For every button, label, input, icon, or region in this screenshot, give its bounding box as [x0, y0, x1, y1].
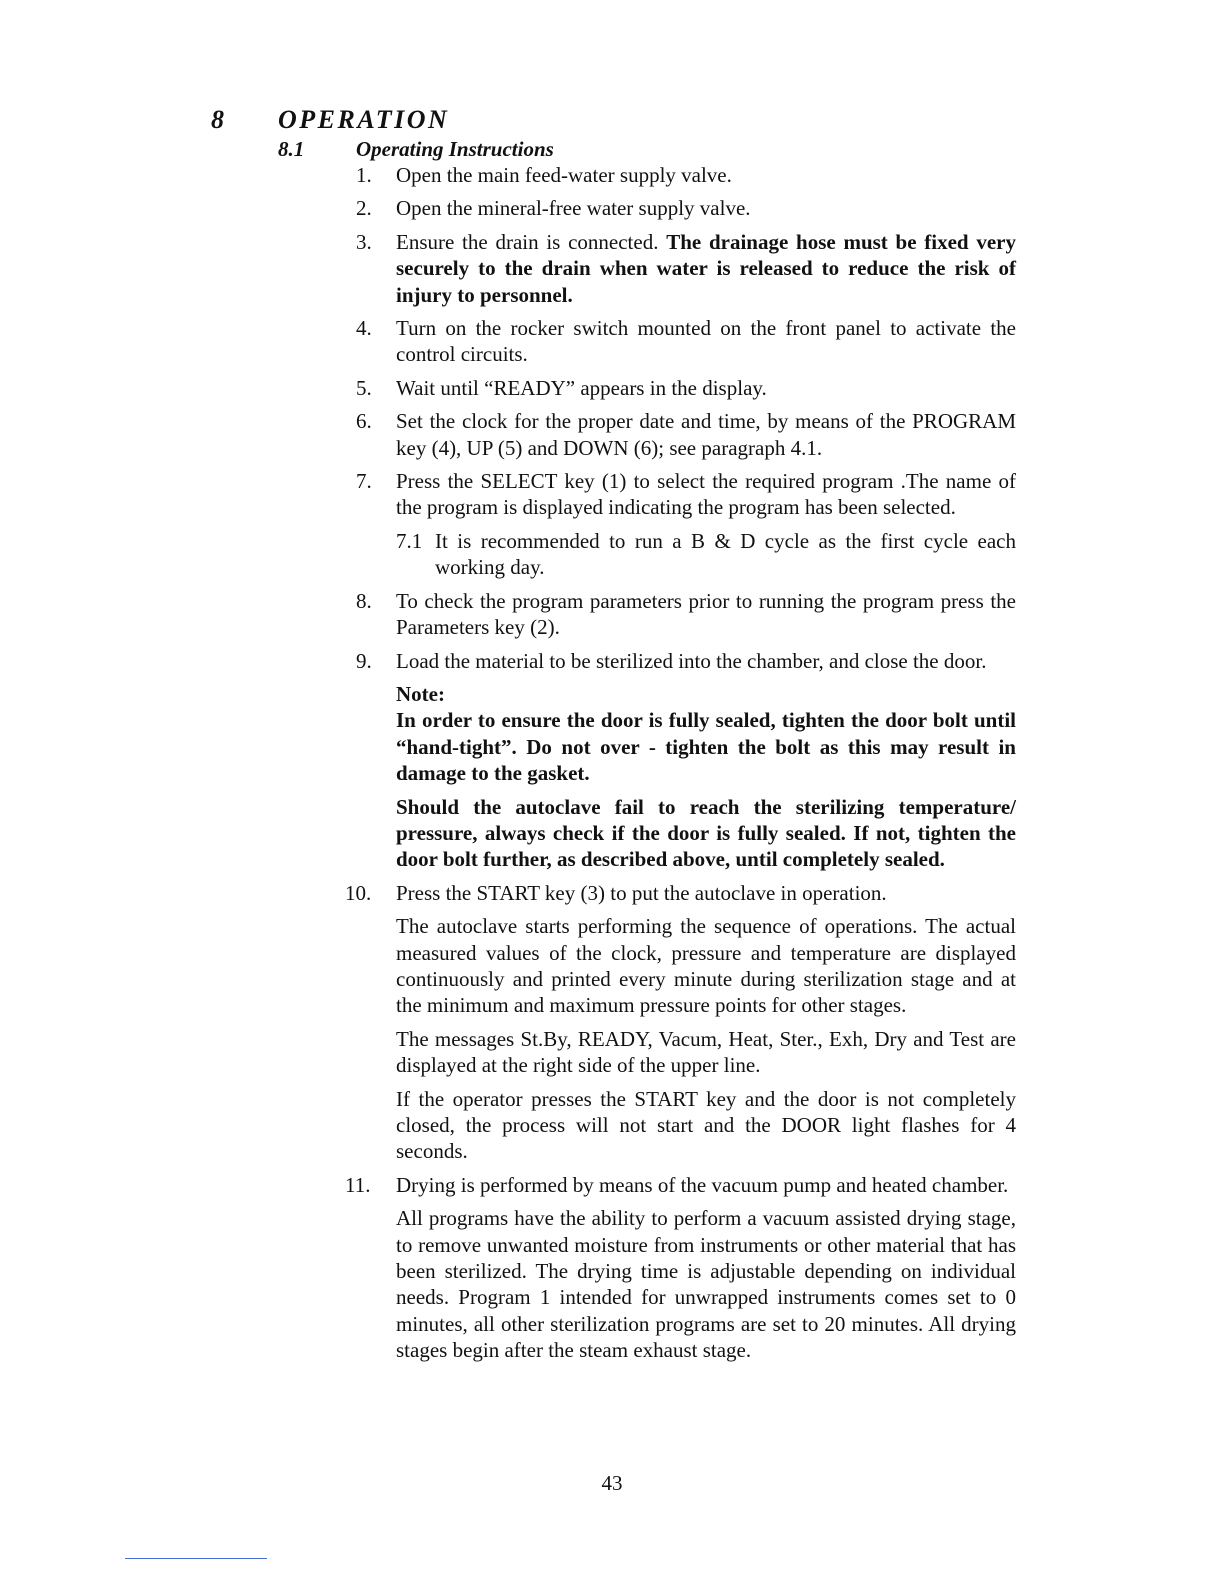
- sub-item-7-1: [396, 528, 1016, 581]
- item-number: 3.: [356, 229, 372, 254]
- item-number: 6.: [356, 409, 372, 434]
- item-paragraph: The messages St.By, READY, Vacum, Heat, Ster., Exh, Dry and Test are displayed at the right side of the upper line.: [396, 1026, 1016, 1078]
- item-number: 1.: [356, 163, 372, 187]
- item-number: 11.: [345, 1172, 371, 1197]
- item-number: 2.: [356, 196, 372, 221]
- note-text-1: In order to ensure the door is fully sealed, tighten the door bolt until “hand-tight”. Do not over - tighten the bolt as this may result in damage to the gasket.: [396, 708, 1016, 786]
- list-item-1: [356, 162, 1016, 188]
- list-item-4: [356, 315, 1016, 368]
- item-text: Press the SELECT key (1) to select the required program .The name of the program is displayed indicating the program has been selected.: [396, 469, 1016, 520]
- item-number: 10.: [345, 880, 372, 905]
- item-text: Turn on the rocker switch mounted on the front panel to activate the control circuits.: [396, 316, 1016, 367]
- item-text: Open the main feed-water supply valve.: [396, 163, 732, 187]
- item-number: 9.: [356, 648, 372, 673]
- subsection-number: 8.1: [278, 137, 305, 161]
- item-text: To check the program parameters prior to running the program press the Parameters key (2).: [396, 588, 1016, 640]
- item-text: [396, 229, 1016, 308]
- section-title: OPERATION: [278, 105, 450, 134]
- item-text-warning: The drainage hose must be fixed very securely to the drain when water is released to reduce the risk of injury to personnel.: [396, 229, 1016, 307]
- list-item-8: [356, 588, 1016, 641]
- list-item-5: [356, 375, 1016, 401]
- page-number: 43: [601, 1471, 623, 1495]
- list-item-10: [345, 880, 1016, 1165]
- item-text: Set the clock for the proper date and time, by means of the PROGRAM key (4), UP (5) and DOWN (6); see paragraph 4.1.: [396, 409, 1016, 460]
- item-text: Drying is performed by means of the vacuum pump and heated chamber.: [396, 1172, 1009, 1197]
- sub-item-text: It is recommended to run a B & D cycle as the first cycle each working day.: [435, 528, 1016, 580]
- item-number: 4.: [356, 316, 372, 341]
- item-paragraph: All programs have the ability to perform a vacuum assisted drying stage, to remove unwanted moisture from instruments or other material that has been sterilized. The drying time is adjustable depending on individual needs. Program 1 intended for unwrapped instruments comes set to 0 minutes, all other sterilization programs are set to 20 minutes. All drying stages begin after the steam exhaust stage.: [396, 1206, 1016, 1363]
- item-paragraph: If the operator presses the START key and the door is not completely closed, the process will not start and the DOOR light flashes for 4 seconds.: [396, 1086, 1016, 1164]
- list-item-7: [356, 468, 1016, 581]
- list-item-6: [356, 408, 1016, 461]
- instruction-list: [345, 162, 1016, 1371]
- sub-item-number: 7.1: [396, 528, 423, 553]
- item-text: Load the material to be sterilized into the chamber, and close the door.: [396, 648, 987, 673]
- item-number: 5.: [356, 375, 372, 400]
- item-text: Press the START key (3) to put the autoclave in operation.: [396, 880, 887, 905]
- note-text: [396, 794, 1016, 873]
- list-item-2: [356, 195, 1016, 221]
- subsection-title: Operating Instructions: [356, 137, 554, 161]
- item-text: Open the mineral-free water supply valve.: [396, 196, 751, 221]
- item-text-regular: Ensure the drain is connected.: [396, 229, 659, 254]
- item-number: 8.: [356, 588, 372, 613]
- list-item-11: [345, 1172, 1016, 1364]
- item-text: Wait until “READY” appears in the display.: [396, 375, 767, 400]
- section-number: 8: [211, 105, 225, 134]
- note-text: [396, 707, 1016, 786]
- footer-rule: [125, 1558, 267, 1559]
- item-number: 7.: [356, 469, 372, 494]
- note-text-2: Should the autoclave fail to reach the sterilizing temperature/ pressure, always check if the door is fully sealed. If not, tighten the door bolt further, as described above, until completely sealed.: [396, 794, 1016, 872]
- item-paragraph: The autoclave starts performing the sequence of operations. The actual measured values of the clock, pressure and temperature are displayed continuously and printed every minute during sterilization stage and at the minimum and maximum pressure points for other stages.: [396, 914, 1016, 1018]
- list-item-3: [356, 229, 1016, 308]
- note-label: Note:: [396, 681, 445, 706]
- list-item-9: [356, 648, 1016, 873]
